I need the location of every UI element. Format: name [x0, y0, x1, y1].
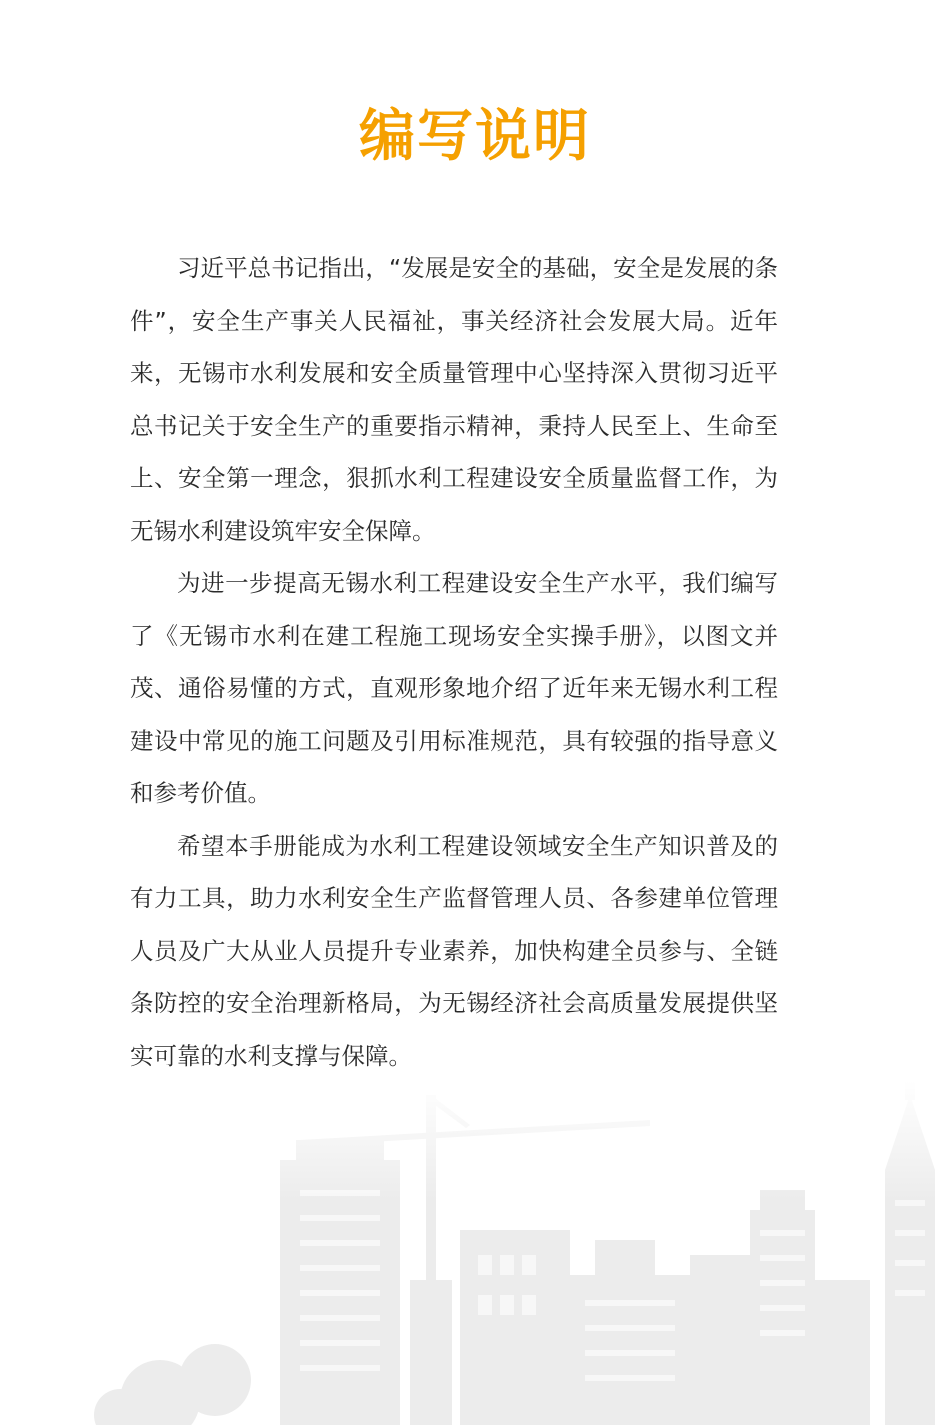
paragraph-2: 为进一步提高无锡水利工程建设安全生产水平，我们编写了《无锡市水利在建工程施工现场安全实操手册》，以图文并茂、通俗易懂的方式，直观形象地介绍了近年来无锡水利工程建设中常见的施工问题及引用标准规范，具有较强的指导意义和参考价值。	[130, 569, 778, 807]
paragraph-3: 希望本手册能成为水利工程建设领域安全生产知识普及的有力工具，助力水利安全生产监督管理人员、各参建单位管理人员及广大从业人员提升专业素养，加快构建全员参与、全链条防控的安全治理新格局，为无锡经济社会高质量发展提供坚实可靠的水利支撑与保障。	[130, 831, 778, 1070]
body-text	[130, 242, 778, 1082]
paragraph-1: 习近平总书记指出，“发展是安全的基础，安全是发展的条件”，安全生产事关人民福祉，事关经济社会发展大局。近年来，无锡市水利发展和安全质量管理中心坚持深入贯彻习近平总书记关于安全生产的重要指示精神，秉持人民至上、生命至上、安全第一理念，狠抓水利工程建设安全质量监督工作，为无锡水利建设筑牢安全保障。	[130, 254, 778, 545]
city-skyline-watermark-icon	[0, 1080, 950, 1425]
page-title: 编写说明	[359, 104, 591, 169]
